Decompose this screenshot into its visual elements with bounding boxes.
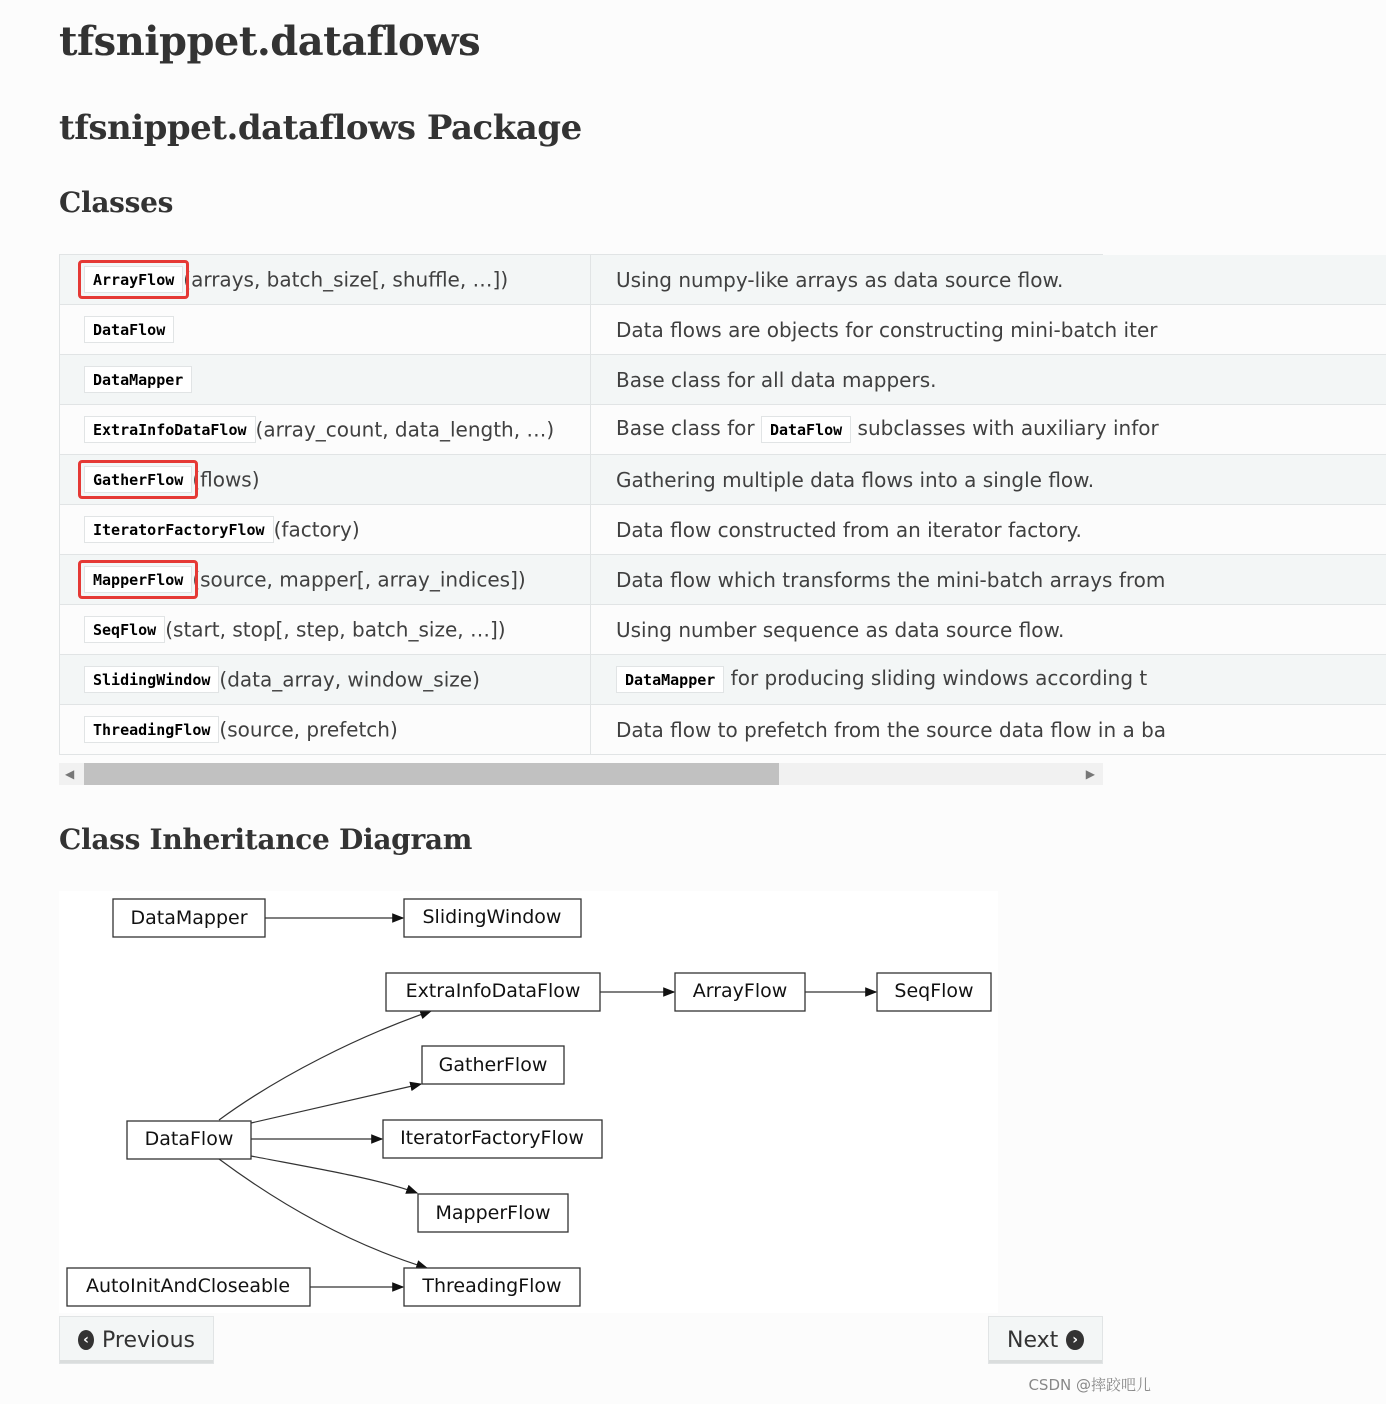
class-description-cell [591, 705, 1386, 755]
class-signature-cell [60, 355, 591, 405]
node-datamapper: DataMapper [130, 907, 248, 929]
class-signature-cell [60, 405, 591, 455]
class-link[interactable]: ExtraInfoDataFlow [84, 416, 256, 443]
next-button[interactable] [988, 1316, 1103, 1364]
diagram-heading: Class Inheritance Diagram [59, 823, 473, 856]
class-description-cell [591, 555, 1386, 605]
node-extrainfodataflow: ExtraInfoDataFlow [405, 980, 581, 1002]
class-signature-cell [60, 505, 591, 555]
node-threadingflow: ThreadingFlow [422, 1275, 562, 1297]
description-text: Data flow constructed from an iterator factory. [616, 517, 1082, 542]
previous-button[interactable] [59, 1316, 214, 1364]
description-text: Data flow which transforms the mini-batch arrays from [616, 567, 1166, 592]
class-args: (flows) [192, 467, 260, 492]
class-args: (start, stop[, step, batch_size, …]) [165, 617, 506, 642]
arrow-circle-right-icon: › [1066, 1330, 1084, 1350]
node-autoinitandcloseable: AutoInitAndCloseable [85, 1275, 291, 1297]
description-text: Using numpy-like arrays as data source flow. [616, 267, 1064, 292]
class-signature-cell [60, 555, 591, 605]
class-link[interactable]: ArrayFlow [84, 266, 183, 293]
previous-label: Previous [102, 1327, 195, 1353]
class-description-cell [591, 305, 1386, 355]
class-description-cell [591, 505, 1386, 555]
inheritance-diagram [59, 891, 998, 1313]
class-args: (source, prefetch) [219, 717, 398, 742]
class-description-cell [591, 655, 1386, 705]
class-link[interactable]: ThreadingFlow [84, 716, 219, 743]
description-class-link[interactable]: DataFlow [761, 416, 851, 443]
node-gatherflow: GatherFlow [438, 1054, 548, 1076]
horizontal-scrollbar[interactable] [59, 763, 1103, 785]
description-text: Using number sequence as data source flow. [616, 617, 1065, 642]
table-row [60, 705, 1386, 755]
node-slidingwindow: SlidingWindow [422, 906, 562, 928]
description-text: Gathering multiple data flows into a single flow. [616, 467, 1095, 492]
node-seqflow: SeqFlow [894, 980, 974, 1002]
table-row [60, 655, 1386, 705]
description-text: Data flows are objects for constructing mini-batch iter [616, 317, 1158, 342]
node-dataflow: DataFlow [144, 1128, 234, 1150]
edge-dataflow-gatherflow [251, 1084, 421, 1123]
class-args: (data_array, window_size) [219, 667, 480, 692]
class-link[interactable]: IteratorFactoryFlow [84, 516, 274, 543]
node-mapperflow: MapperFlow [435, 1202, 551, 1224]
watermark: CSDN @摔跤吧儿 [1028, 1376, 1151, 1394]
class-signature-cell [60, 705, 591, 755]
class-args: (array_count, data_length, …) [255, 417, 555, 442]
table-row [60, 405, 1386, 455]
table-row [60, 355, 1386, 405]
description-text: Base class for all data mappers. [616, 367, 937, 392]
arrow-left-icon[interactable]: ◀ [65, 767, 75, 781]
description-text: Data flow to prefetch from the source data flow in a ba [616, 717, 1167, 742]
class-args: (factory) [273, 517, 360, 542]
arrow-right-icon[interactable]: ▶ [1085, 767, 1095, 781]
class-description-cell [591, 255, 1386, 305]
class-link[interactable]: SeqFlow [84, 616, 165, 643]
table-row [60, 455, 1386, 505]
description-text: for producing sliding windows according t [730, 666, 1148, 690]
class-signature-cell [60, 605, 591, 655]
edge-dataflow-threadingflow [219, 1159, 427, 1268]
classes-heading: Classes [59, 186, 174, 219]
class-link[interactable]: DataFlow [84, 316, 174, 343]
class-link[interactable]: GatherFlow [84, 466, 192, 493]
next-label: Next [1007, 1327, 1059, 1353]
page-title: tfsnippet.dataflows [59, 18, 481, 65]
table-row [60, 505, 1386, 555]
scrollbar-thumb[interactable] [84, 763, 779, 785]
node-iteratorfactoryflow: IteratorFactoryFlow [400, 1127, 584, 1149]
class-signature-cell [60, 255, 591, 305]
description-text: subclasses with auxiliary infor [857, 416, 1159, 440]
classes-table [59, 254, 1167, 787]
class-link[interactable]: MapperFlow [84, 566, 192, 593]
class-description-cell [591, 605, 1386, 655]
table-row [60, 555, 1386, 605]
class-signature-cell [60, 655, 591, 705]
class-description-cell [591, 355, 1386, 405]
package-heading: tfsnippet.dataflows Package [59, 108, 582, 148]
class-signature-cell [60, 455, 591, 505]
class-args: (arrays, batch_size[, shuffle, …]) [183, 267, 509, 292]
table-row [60, 605, 1386, 655]
class-link[interactable]: DataMapper [84, 366, 192, 393]
node-arrayflow: ArrayFlow [692, 980, 788, 1002]
table-row [60, 305, 1386, 355]
class-description-cell [591, 455, 1386, 505]
table-row [60, 255, 1386, 305]
edge-dataflow-mapperflow [251, 1156, 417, 1193]
class-description-cell [591, 405, 1386, 455]
class-args: (source, mapper[, array_indices]) [192, 567, 526, 592]
class-link[interactable]: SlidingWindow [84, 666, 219, 693]
class-signature-cell [60, 305, 591, 355]
arrow-circle-left-icon: ‹ [78, 1330, 94, 1350]
description-class-link[interactable]: DataMapper [616, 666, 724, 693]
edge-dataflow-extrainfo [219, 1011, 431, 1120]
description-prefix: Base class for [616, 416, 755, 440]
